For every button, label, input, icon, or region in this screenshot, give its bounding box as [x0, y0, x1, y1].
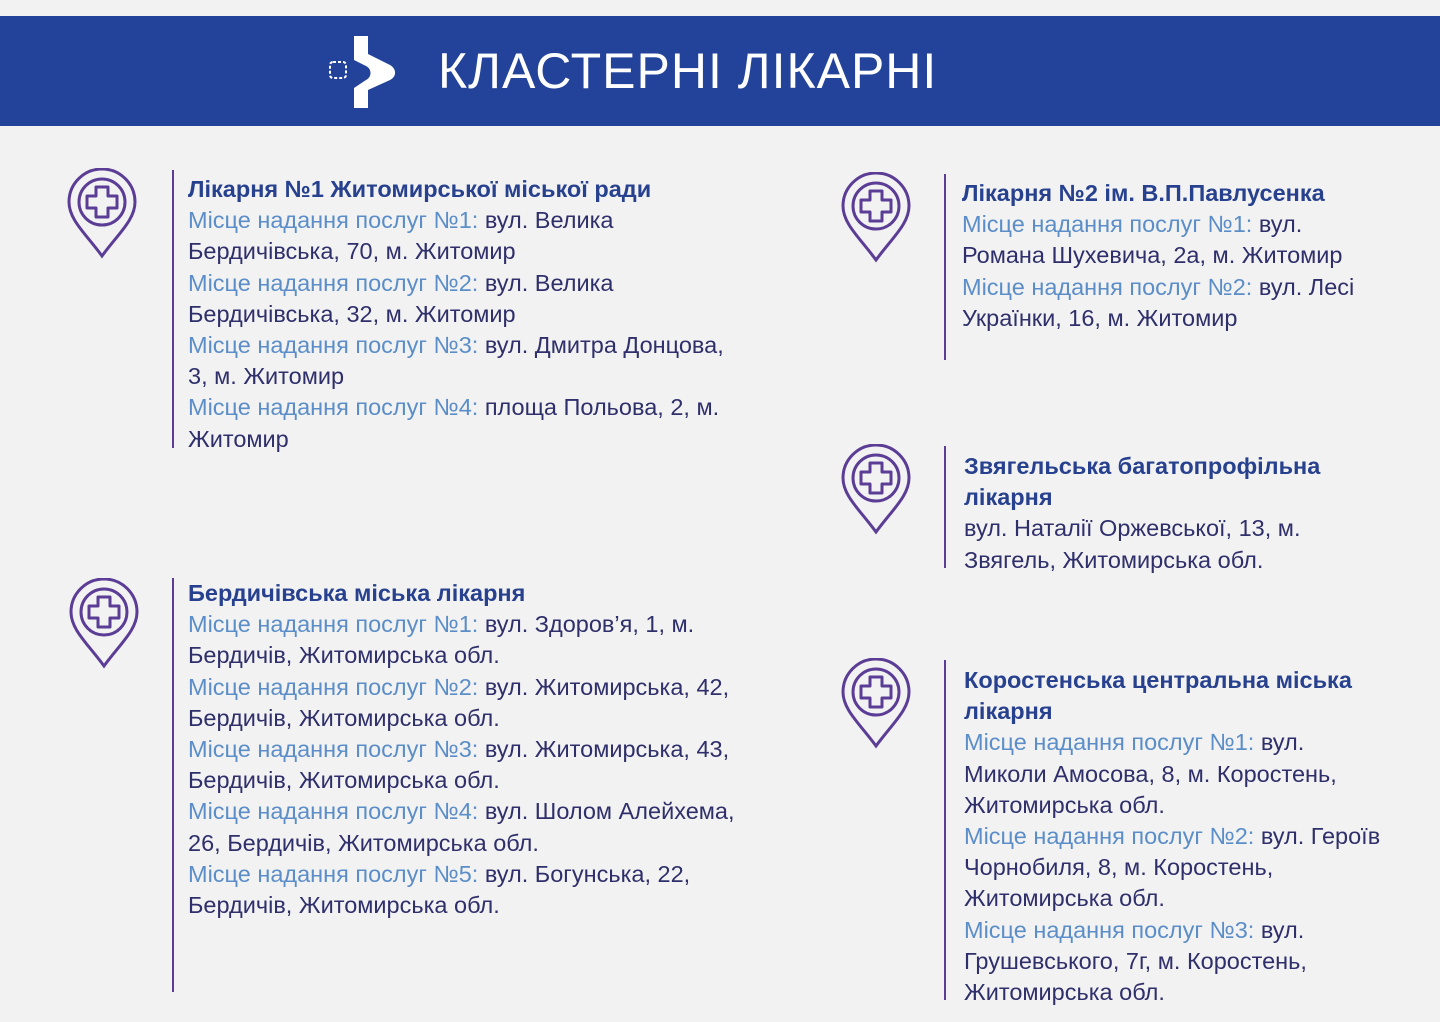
- location-label: Місце надання послуг №4:: [188, 394, 479, 421]
- location-address: вул. Дмитра Донцова, 3, м. Житомир: [188, 332, 724, 390]
- hospital-2-card: [172, 578, 744, 992]
- location-address: вул. Богунська, 22, Бердичів, Житомирська обл.: [188, 860, 691, 919]
- hospital-1-location-4: [188, 392, 744, 454]
- hospital-4-pin-icon: [840, 444, 912, 536]
- location-label: Місце надання послуг №3:: [188, 332, 479, 359]
- location-label: Місце надання послуг №3:: [188, 736, 479, 763]
- location-address: площа Польова, 2, м. Житомир: [188, 394, 720, 452]
- hospital-5-pin-icon: [840, 658, 912, 750]
- location-address: вул. Наталії Оржевської, 13, м. Звягель, Житомирська обл.: [964, 515, 1301, 573]
- location-label: Місце надання послуг №1:: [188, 611, 479, 638]
- hospital-1-pin-icon: [66, 168, 138, 260]
- location-label: Місце надання послуг №2:: [188, 673, 479, 700]
- hospital-1-location-2: [188, 268, 744, 330]
- hospital-5-location-2: [964, 821, 1386, 915]
- hospital-5-location-1: [964, 727, 1386, 821]
- location-address: вул. Миколи Амосова, 8, м. Коростень, Житомирська обл.: [964, 729, 1337, 818]
- page-title: КЛАСТЕРНІ ЛІКАРНІ: [438, 43, 938, 99]
- location-label: Місце надання послуг №4:: [188, 798, 479, 825]
- hospital-2-pin-icon: [68, 578, 140, 670]
- hospital-4-title: Звягельська багатопрофільна лікарня: [964, 453, 1321, 511]
- hospital-2-location-2: [188, 672, 744, 734]
- hospital-1-card: [172, 170, 744, 452]
- location-address: вул. Велика Бердичівська, 70, м. Житомир: [188, 207, 614, 265]
- header-banner: [0, 16, 1440, 126]
- location-label: Місце надання послуг №1:: [964, 729, 1255, 756]
- brand-logo-icon: [326, 36, 402, 108]
- hospital-5-card: [944, 660, 1386, 1006]
- hospital-2-location-4: [188, 796, 744, 858]
- location-address: вул. Шолом Алейхема, 26, Бердичів, Житомирська обл.: [188, 798, 735, 856]
- location-address: вул. Героїв Чорнобиля, 8, м. Коростень, Житомирська обл.: [964, 823, 1381, 912]
- location-address: вул. Романа Шухевича, 2а, м. Житомир: [962, 211, 1343, 269]
- hospital-2-location-5: [188, 859, 744, 921]
- hospital-1-location-1: [188, 205, 744, 267]
- location-label: Місце надання послуг №2:: [964, 823, 1255, 850]
- hospital-2-location-3: [188, 734, 744, 796]
- hospital-4-card: [944, 446, 1386, 573]
- hospital-4-address: [964, 513, 1386, 575]
- hospital-5-location-3: [964, 915, 1386, 1009]
- hospital-5-title: Коростенська центральна міська лікарня: [964, 667, 1352, 725]
- hospital-3-card: [944, 174, 1386, 360]
- hospital-1-location-3: [188, 330, 744, 392]
- location-address: вул. Велика Бердичівська, 32, м. Житомир: [188, 269, 614, 327]
- location-label: Місце надання послуг №1:: [188, 207, 479, 234]
- location-label: Місце надання послуг №2:: [188, 269, 479, 296]
- hospital-3-title: Лікарня №2 ім. В.П.Павлусенка: [962, 180, 1325, 206]
- hospital-3-location-1: [962, 209, 1386, 271]
- hospital-3-location-2: [962, 272, 1386, 334]
- hospital-2-title: Бердичівська міська лікарня: [188, 580, 526, 606]
- location-label: Місце надання послуг №3:: [964, 916, 1255, 943]
- hospital-2-location-1: [188, 609, 744, 671]
- location-label: Місце надання послуг №5:: [188, 860, 479, 887]
- location-address: вул. Здоров’я, 1, м. Бердичів, Житомирська обл.: [188, 611, 695, 669]
- location-label: Місце надання послуг №2:: [962, 273, 1253, 300]
- hospital-3-pin-icon: [840, 172, 912, 264]
- location-label: Місце надання послуг №1:: [962, 211, 1253, 238]
- location-address: вул. Житомирська, 43, Бердичів, Житомирська обл.: [188, 736, 730, 794]
- location-address: вул. Лесі Українки, 16, м. Житомир: [962, 273, 1355, 331]
- location-address: вул. Грушевського, 7г, м. Коростень, Житомирська обл.: [964, 916, 1307, 1006]
- location-address: вул. Житомирська, 42, Бердичів, Житомирська обл.: [188, 673, 730, 731]
- hospital-1-title: Лікарня №1 Житомирської міської ради: [188, 176, 652, 202]
